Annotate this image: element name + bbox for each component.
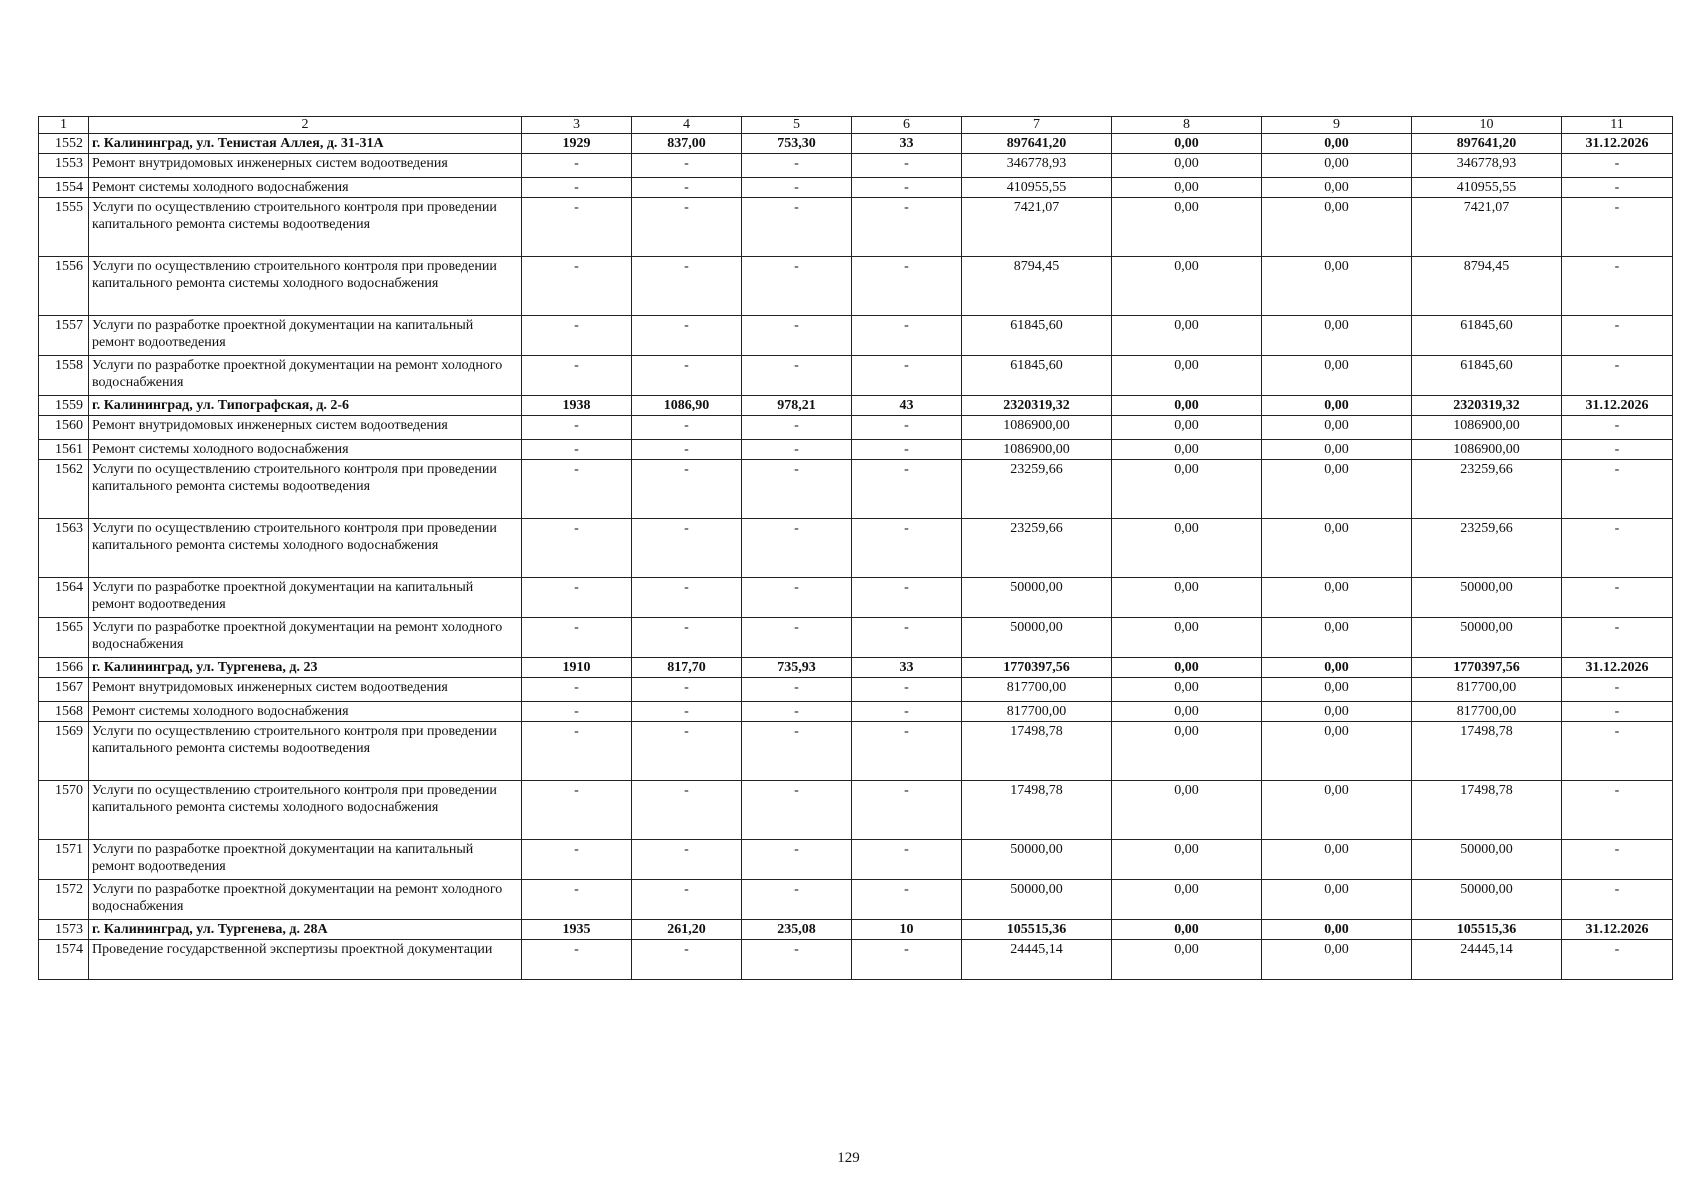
cell-total-area: - [632, 198, 742, 257]
table-row [39, 416, 1673, 440]
cell-living-area: - [742, 781, 852, 840]
cell-completion-date: 31.12.2026 [1562, 920, 1673, 940]
cell-living-area: - [742, 178, 852, 198]
cell-total-area: 837,00 [632, 134, 742, 154]
cell-row-number: 1555 [39, 198, 89, 257]
cell-total-cost: 1770397,56 [962, 658, 1112, 678]
cell-description: г. Калининград, ул. Типографская, д. 2-6 [89, 396, 522, 416]
cell-description: Услуги по разработке проектной документации на капитальный ремонт водоотведения [89, 578, 522, 618]
cell-completion-date: - [1562, 678, 1673, 702]
cell-cost-column-10: 8794,45 [1412, 257, 1562, 316]
cell-living-area: - [742, 880, 852, 920]
cell-total-cost: 817700,00 [962, 678, 1112, 702]
cell-cost-column-9: 0,00 [1262, 396, 1412, 416]
cell-description: г. Калининград, ул. Тенистая Аллея, д. 31-31А [89, 134, 522, 154]
cell-year-built: - [522, 678, 632, 702]
cell-total-area: 261,20 [632, 920, 742, 940]
cell-living-area: - [742, 618, 852, 658]
cell-cost-column-8: 0,00 [1112, 134, 1262, 154]
table-row [39, 440, 1673, 460]
cell-total-cost: 897641,20 [962, 134, 1112, 154]
cell-completion-date: - [1562, 316, 1673, 356]
cell-cost-column-9: 0,00 [1262, 920, 1412, 940]
cell-year-built: - [522, 460, 632, 519]
cell-total-area: - [632, 702, 742, 722]
cell-completion-date: - [1562, 702, 1673, 722]
cell-total-area: - [632, 678, 742, 702]
cell-row-number: 1557 [39, 316, 89, 356]
cell-cost-column-8: 0,00 [1112, 440, 1262, 460]
cell-description: г. Калининград, ул. Тургенева, д. 28А [89, 920, 522, 940]
header-cell: 8 [1112, 117, 1262, 134]
cell-residents: - [852, 316, 962, 356]
cell-cost-column-10: 24445,14 [1412, 940, 1562, 980]
cell-year-built: - [522, 722, 632, 781]
cell-cost-column-8: 0,00 [1112, 154, 1262, 178]
cell-residents: 33 [852, 658, 962, 678]
cell-total-cost: 410955,55 [962, 178, 1112, 198]
cell-cost-column-8: 0,00 [1112, 781, 1262, 840]
table-row [39, 781, 1673, 840]
cell-living-area: - [742, 154, 852, 178]
cell-cost-column-8: 0,00 [1112, 578, 1262, 618]
cell-year-built: - [522, 178, 632, 198]
cell-description: Ремонт системы холодного водоснабжения [89, 702, 522, 722]
cell-residents: - [852, 578, 962, 618]
cell-year-built: 1910 [522, 658, 632, 678]
cell-completion-date: - [1562, 840, 1673, 880]
cell-residents: - [852, 722, 962, 781]
cell-description: г. Калининград, ул. Тургенева, д. 23 [89, 658, 522, 678]
address-row [39, 134, 1673, 154]
cell-row-number: 1558 [39, 356, 89, 396]
cell-living-area: - [742, 722, 852, 781]
header-cell: 6 [852, 117, 962, 134]
cell-cost-column-9: 0,00 [1262, 154, 1412, 178]
cell-cost-column-9: 0,00 [1262, 134, 1412, 154]
cell-total-cost: 23259,66 [962, 460, 1112, 519]
cell-total-cost: 17498,78 [962, 781, 1112, 840]
cell-cost-column-8: 0,00 [1112, 198, 1262, 257]
cell-row-number: 1559 [39, 396, 89, 416]
cell-total-area: - [632, 316, 742, 356]
cell-cost-column-9: 0,00 [1262, 618, 1412, 658]
cell-row-number: 1572 [39, 880, 89, 920]
cell-living-area: - [742, 460, 852, 519]
cell-cost-column-9: 0,00 [1262, 840, 1412, 880]
table-row [39, 316, 1673, 356]
cell-living-area: - [742, 840, 852, 880]
page-number: 129 [837, 1150, 860, 1166]
cell-year-built: 1929 [522, 134, 632, 154]
cell-year-built: 1938 [522, 396, 632, 416]
cell-cost-column-9: 0,00 [1262, 316, 1412, 356]
cell-cost-column-10: 1086900,00 [1412, 440, 1562, 460]
cell-cost-column-8: 0,00 [1112, 618, 1262, 658]
cell-completion-date: - [1562, 940, 1673, 980]
cell-cost-column-9: 0,00 [1262, 440, 1412, 460]
table-row [39, 940, 1673, 980]
cell-living-area: 235,08 [742, 920, 852, 940]
cell-row-number: 1562 [39, 460, 89, 519]
cell-description: Услуги по осуществлению строительного контроля при проведении капитального ремонта системы водоотведения [89, 460, 522, 519]
cell-living-area: - [742, 316, 852, 356]
cell-total-area: 1086,90 [632, 396, 742, 416]
cell-total-cost: 50000,00 [962, 840, 1112, 880]
cell-description: Услуги по разработке проектной документации на капитальный ремонт водоотведения [89, 840, 522, 880]
table-row [39, 519, 1673, 578]
table-row [39, 702, 1673, 722]
cell-cost-column-8: 0,00 [1112, 519, 1262, 578]
cell-completion-date: - [1562, 154, 1673, 178]
cell-residents: - [852, 519, 962, 578]
cell-residents: - [852, 440, 962, 460]
cell-description: Услуги по разработке проектной документации на ремонт холодного водоснабжения [89, 356, 522, 396]
cell-year-built: - [522, 154, 632, 178]
table-row [39, 578, 1673, 618]
cell-total-cost: 50000,00 [962, 880, 1112, 920]
cell-row-number: 1554 [39, 178, 89, 198]
cell-total-area: - [632, 356, 742, 396]
table-row [39, 257, 1673, 316]
cell-cost-column-10: 17498,78 [1412, 781, 1562, 840]
cell-cost-column-9: 0,00 [1262, 940, 1412, 980]
cell-description: Услуги по осуществлению строительного контроля при проведении капитального ремонта системы холодного водоснабжения [89, 519, 522, 578]
cell-living-area: - [742, 440, 852, 460]
cell-row-number: 1571 [39, 840, 89, 880]
cell-cost-column-8: 0,00 [1112, 257, 1262, 316]
header-cell: 4 [632, 117, 742, 134]
cell-completion-date: - [1562, 618, 1673, 658]
cell-completion-date: - [1562, 519, 1673, 578]
cell-residents: - [852, 356, 962, 396]
cell-cost-column-8: 0,00 [1112, 940, 1262, 980]
cell-completion-date: - [1562, 416, 1673, 440]
cell-cost-column-8: 0,00 [1112, 658, 1262, 678]
cell-year-built: - [522, 781, 632, 840]
cell-cost-column-10: 61845,60 [1412, 356, 1562, 396]
cell-cost-column-8: 0,00 [1112, 460, 1262, 519]
header-cell: 5 [742, 117, 852, 134]
table-row [39, 840, 1673, 880]
cell-cost-column-9: 0,00 [1262, 257, 1412, 316]
cell-cost-column-9: 0,00 [1262, 198, 1412, 257]
cell-cost-column-9: 0,00 [1262, 702, 1412, 722]
table-row [39, 198, 1673, 257]
cell-description: Ремонт внутридомовых инженерных систем водоотведения [89, 416, 522, 440]
cell-total-area: - [632, 618, 742, 658]
cell-cost-column-8: 0,00 [1112, 178, 1262, 198]
cell-year-built: - [522, 356, 632, 396]
header-cell: 10 [1412, 117, 1562, 134]
cell-description: Услуги по осуществлению строительного контроля при проведении капитального ремонта системы водоотведения [89, 722, 522, 781]
header-cell: 1 [39, 117, 89, 134]
cell-cost-column-9: 0,00 [1262, 178, 1412, 198]
header-cell: 2 [89, 117, 522, 134]
cell-cost-column-10: 23259,66 [1412, 460, 1562, 519]
cell-total-cost: 105515,36 [962, 920, 1112, 940]
header-cell: 9 [1262, 117, 1412, 134]
cell-residents: - [852, 702, 962, 722]
cell-residents: - [852, 618, 962, 658]
cell-cost-column-8: 0,00 [1112, 678, 1262, 702]
cell-completion-date: 31.12.2026 [1562, 658, 1673, 678]
cell-cost-column-10: 50000,00 [1412, 880, 1562, 920]
cell-cost-column-9: 0,00 [1262, 519, 1412, 578]
cell-cost-column-10: 346778,93 [1412, 154, 1562, 178]
cell-living-area: - [742, 578, 852, 618]
cell-living-area: - [742, 940, 852, 980]
cell-total-area: - [632, 722, 742, 781]
cell-description: Услуги по разработке проектной документации на ремонт холодного водоснабжения [89, 618, 522, 658]
cell-year-built: - [522, 198, 632, 257]
cell-total-cost: 1086900,00 [962, 440, 1112, 460]
cell-cost-column-10: 17498,78 [1412, 722, 1562, 781]
cell-year-built: - [522, 940, 632, 980]
cell-cost-column-9: 0,00 [1262, 416, 1412, 440]
table-row [39, 356, 1673, 396]
table-row [39, 460, 1673, 519]
cell-cost-column-10: 50000,00 [1412, 578, 1562, 618]
cell-total-cost: 61845,60 [962, 316, 1112, 356]
data-table [38, 116, 1673, 980]
cell-residents: - [852, 178, 962, 198]
table-row [39, 178, 1673, 198]
cell-living-area: - [742, 416, 852, 440]
cell-completion-date: 31.12.2026 [1562, 396, 1673, 416]
cell-cost-column-9: 0,00 [1262, 722, 1412, 781]
cell-total-cost: 7421,07 [962, 198, 1112, 257]
cell-cost-column-9: 0,00 [1262, 880, 1412, 920]
header-cell: 11 [1562, 117, 1673, 134]
cell-cost-column-9: 0,00 [1262, 578, 1412, 618]
cell-living-area: 735,93 [742, 658, 852, 678]
cell-total-cost: 61845,60 [962, 356, 1112, 396]
cell-row-number: 1556 [39, 257, 89, 316]
cell-total-area: 817,70 [632, 658, 742, 678]
cell-residents: 10 [852, 920, 962, 940]
cell-row-number: 1552 [39, 134, 89, 154]
table-row [39, 154, 1673, 178]
cell-total-cost: 24445,14 [962, 940, 1112, 980]
cell-completion-date: - [1562, 880, 1673, 920]
cell-description: Ремонт системы холодного водоснабжения [89, 440, 522, 460]
cell-total-area: - [632, 519, 742, 578]
cell-living-area: - [742, 257, 852, 316]
cell-cost-column-10: 105515,36 [1412, 920, 1562, 940]
cell-cost-column-8: 0,00 [1112, 920, 1262, 940]
cell-cost-column-10: 1086900,00 [1412, 416, 1562, 440]
cell-total-area: - [632, 880, 742, 920]
cell-row-number: 1569 [39, 722, 89, 781]
cell-description: Услуги по разработке проектной документации на ремонт холодного водоснабжения [89, 880, 522, 920]
cell-cost-column-8: 0,00 [1112, 316, 1262, 356]
cell-residents: 43 [852, 396, 962, 416]
cell-completion-date: - [1562, 781, 1673, 840]
cell-total-cost: 817700,00 [962, 702, 1112, 722]
cell-completion-date: - [1562, 178, 1673, 198]
cell-residents: - [852, 940, 962, 980]
cell-year-built: - [522, 416, 632, 440]
cell-cost-column-10: 61845,60 [1412, 316, 1562, 356]
cell-residents: - [852, 198, 962, 257]
cell-total-cost: 346778,93 [962, 154, 1112, 178]
cell-cost-column-9: 0,00 [1262, 678, 1412, 702]
cell-year-built: - [522, 316, 632, 356]
cell-description: Услуги по осуществлению строительного контроля при проведении капитального ремонта системы водоотведения [89, 198, 522, 257]
cell-total-cost: 2320319,32 [962, 396, 1112, 416]
cell-row-number: 1570 [39, 781, 89, 840]
cell-completion-date: - [1562, 440, 1673, 460]
cell-row-number: 1573 [39, 920, 89, 940]
cell-row-number: 1553 [39, 154, 89, 178]
cell-total-area: - [632, 257, 742, 316]
cell-year-built: - [522, 257, 632, 316]
cell-total-area: - [632, 178, 742, 198]
cell-description: Ремонт системы холодного водоснабжения [89, 178, 522, 198]
cell-description: Услуги по осуществлению строительного контроля при проведении капитального ремонта системы холодного водоснабжения [89, 257, 522, 316]
address-row [39, 658, 1673, 678]
cell-total-cost: 8794,45 [962, 257, 1112, 316]
cell-total-area: - [632, 781, 742, 840]
cell-cost-column-10: 50000,00 [1412, 840, 1562, 880]
cell-total-cost: 1086900,00 [962, 416, 1112, 440]
cell-cost-column-9: 0,00 [1262, 460, 1412, 519]
cell-row-number: 1560 [39, 416, 89, 440]
cell-total-area: - [632, 440, 742, 460]
cell-cost-column-10: 2320319,32 [1412, 396, 1562, 416]
cell-year-built: - [522, 840, 632, 880]
cell-year-built: - [522, 519, 632, 578]
address-row [39, 396, 1673, 416]
cell-total-area: - [632, 940, 742, 980]
cell-description: Проведение государственной экспертизы проектной документации [89, 940, 522, 980]
cell-total-area: - [632, 460, 742, 519]
cell-year-built: - [522, 880, 632, 920]
cell-row-number: 1568 [39, 702, 89, 722]
cell-living-area: - [742, 356, 852, 396]
header-cell: 3 [522, 117, 632, 134]
cell-residents: - [852, 416, 962, 440]
cell-total-area: - [632, 840, 742, 880]
table-row [39, 722, 1673, 781]
cell-completion-date: - [1562, 578, 1673, 618]
cell-total-cost: 50000,00 [962, 578, 1112, 618]
cell-year-built: 1935 [522, 920, 632, 940]
cell-residents: - [852, 154, 962, 178]
cell-cost-column-10: 7421,07 [1412, 198, 1562, 257]
cell-total-cost: 17498,78 [962, 722, 1112, 781]
cell-completion-date: - [1562, 257, 1673, 316]
cell-cost-column-9: 0,00 [1262, 781, 1412, 840]
cell-residents: 33 [852, 134, 962, 154]
cell-row-number: 1561 [39, 440, 89, 460]
cell-cost-column-8: 0,00 [1112, 840, 1262, 880]
cell-residents: - [852, 840, 962, 880]
cell-total-cost: 50000,00 [962, 618, 1112, 658]
cell-living-area: - [742, 198, 852, 257]
cell-cost-column-8: 0,00 [1112, 396, 1262, 416]
cell-completion-date: - [1562, 722, 1673, 781]
cell-residents: - [852, 460, 962, 519]
column-number-header-row [39, 117, 1673, 134]
cell-living-area: - [742, 678, 852, 702]
cell-cost-column-10: 817700,00 [1412, 678, 1562, 702]
cell-completion-date: - [1562, 460, 1673, 519]
cell-completion-date: - [1562, 356, 1673, 396]
address-row [39, 920, 1673, 940]
cell-row-number: 1563 [39, 519, 89, 578]
cell-description: Ремонт внутридомовых инженерных систем водоотведения [89, 154, 522, 178]
cell-cost-column-10: 897641,20 [1412, 134, 1562, 154]
table-row [39, 880, 1673, 920]
cell-completion-date: - [1562, 198, 1673, 257]
cell-cost-column-10: 50000,00 [1412, 618, 1562, 658]
cell-total-cost: 23259,66 [962, 519, 1112, 578]
cell-cost-column-10: 23259,66 [1412, 519, 1562, 578]
cell-residents: - [852, 257, 962, 316]
cell-total-area: - [632, 578, 742, 618]
cell-cost-column-10: 817700,00 [1412, 702, 1562, 722]
cell-living-area: 753,30 [742, 134, 852, 154]
cell-year-built: - [522, 702, 632, 722]
cell-cost-column-9: 0,00 [1262, 356, 1412, 396]
header-cell: 7 [962, 117, 1112, 134]
cell-cost-column-10: 410955,55 [1412, 178, 1562, 198]
cell-year-built: - [522, 578, 632, 618]
cell-year-built: - [522, 440, 632, 460]
cell-cost-column-8: 0,00 [1112, 416, 1262, 440]
cell-cost-column-8: 0,00 [1112, 722, 1262, 781]
cell-residents: - [852, 781, 962, 840]
cell-total-area: - [632, 416, 742, 440]
cell-row-number: 1565 [39, 618, 89, 658]
cell-residents: - [852, 880, 962, 920]
cell-living-area: - [742, 519, 852, 578]
cell-total-area: - [632, 154, 742, 178]
cell-row-number: 1564 [39, 578, 89, 618]
cell-cost-column-10: 1770397,56 [1412, 658, 1562, 678]
cell-cost-column-8: 0,00 [1112, 356, 1262, 396]
cell-residents: - [852, 678, 962, 702]
cell-row-number: 1566 [39, 658, 89, 678]
cell-living-area: 978,21 [742, 396, 852, 416]
cell-row-number: 1567 [39, 678, 89, 702]
table-row [39, 678, 1673, 702]
cell-cost-column-8: 0,00 [1112, 702, 1262, 722]
cell-cost-column-9: 0,00 [1262, 658, 1412, 678]
cell-description: Услуги по осуществлению строительного контроля при проведении капитального ремонта системы холодного водоснабжения [89, 781, 522, 840]
cell-description: Ремонт внутридомовых инженерных систем водоотведения [89, 678, 522, 702]
cell-cost-column-8: 0,00 [1112, 880, 1262, 920]
cell-living-area: - [742, 702, 852, 722]
cell-row-number: 1574 [39, 940, 89, 980]
cell-year-built: - [522, 618, 632, 658]
cell-description: Услуги по разработке проектной документации на капитальный ремонт водоотведения [89, 316, 522, 356]
cell-completion-date: 31.12.2026 [1562, 134, 1673, 154]
table-body [39, 117, 1673, 980]
table-row [39, 618, 1673, 658]
